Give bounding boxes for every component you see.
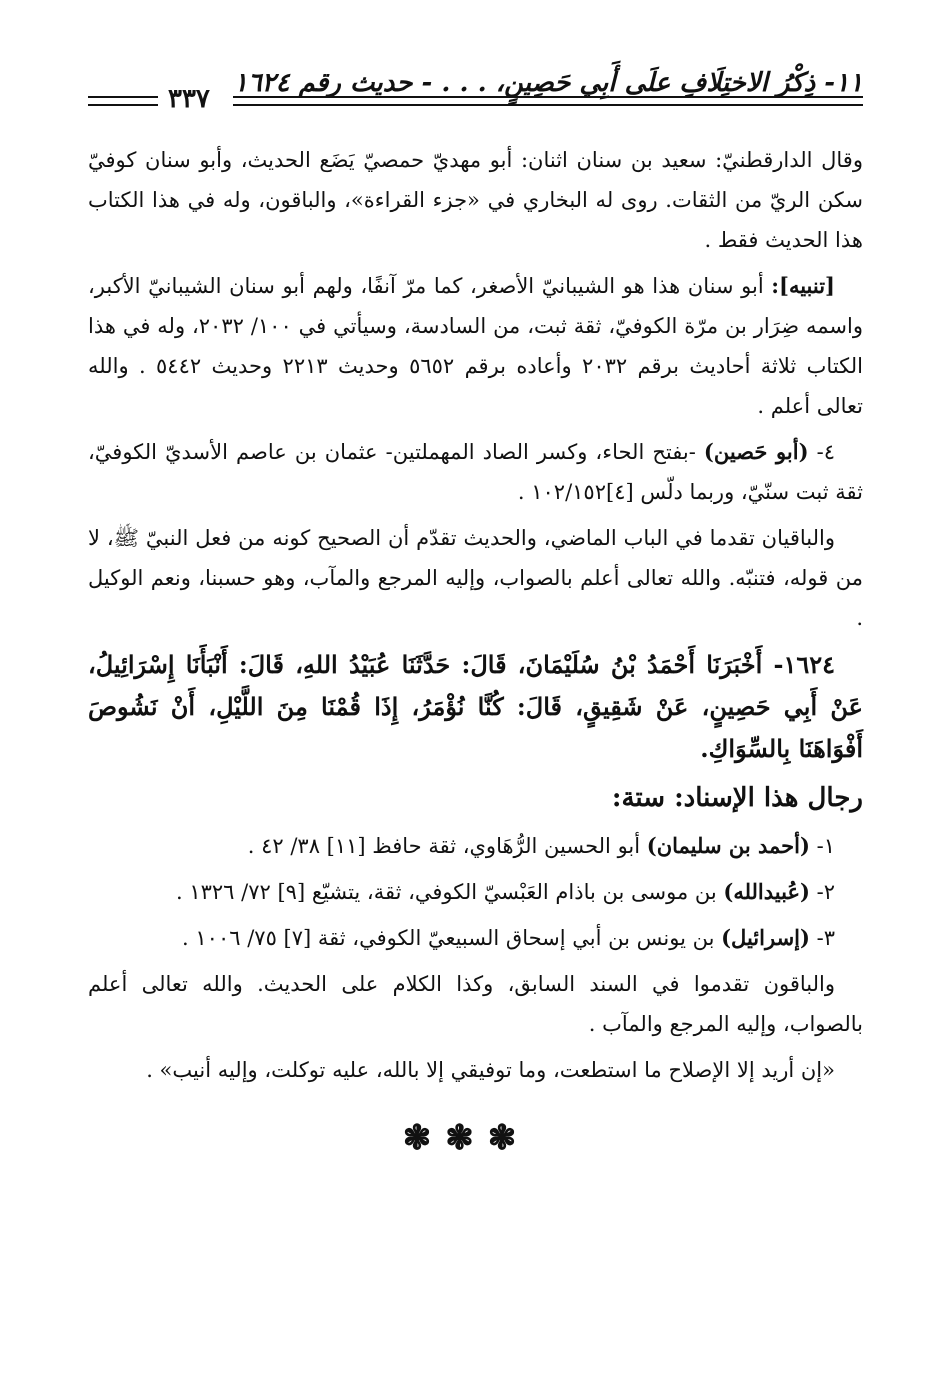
paragraph-text: والباقون تقدموا في السند السابق، وكذا الكلام على الحديث. والله تعالى أعلم بالصواب، وإليه المرجع والمآب . [88, 972, 863, 1036]
tanbih-label: [تنبيه]: [771, 273, 835, 298]
item-number: ٢- [809, 880, 835, 904]
narrator-name: (أبو حَصين) [703, 439, 809, 464]
item-number: ٤- [808, 440, 835, 464]
narrator-item [88, 918, 863, 958]
paragraph-text: أبو سنان هذا هو الشيبانيّ الأصغر، كما مرّ آنفًا، ولهم أبو سنان الشيبانيّ الأكبر، واسمه ضِرَار بن مرّة الكوفيّ، ثقة ثبت، من السادسة، وسيأتي في ١٠٠/ ٢٠٣٢، وله في هذا الكتاب ثلاثة أحاديث برقم ٢٠٣٢ وأعاده برقم ٥٦٥٢ وحديث ٢٢١٣ وحديث ٥٤٤٢ . والله تعالى أعلم . [88, 274, 863, 418]
narrator-name: (أحمد بن سليمان) [646, 833, 810, 858]
hadith-body: ١٦٢٤- أَخْبَرَنَا أَحْمَدُ بْنُ سُلَيْمَانَ، قَالَ: حَدَّثَنَا عُبَيْدُ اللهِ، قَالَ: أَنْبَأَنَا إِسْرَائِيلُ، عَنْ أَبِي حَصِينٍ، عَنْ شَقِيقٍ، قَالَ: كُنَّا نُؤْمَرُ، إِذَا قُمْنَا مِنَ اللَّيْلِ، أَنْ نَشُوصَ أَفْوَاهَنَا بِالسِّوَاكِ. [88, 650, 863, 763]
header-double-rule [233, 96, 863, 106]
paragraph-abu-hasin [88, 432, 863, 512]
running-title: ١١- ذِكْرُ الاختِلَافِ علَى أَبِي حَصِينٍ، . . . - حديث رقم ١٦٢٤ [233, 68, 863, 98]
item-number: ١- [809, 834, 835, 858]
hadith-text [88, 644, 863, 770]
paragraph-text: «إن أريد إلا الإصلاح ما استطعت، وما توفيقي إلا بالله، عليه توكلت، وإليه أنيب» . [146, 1058, 835, 1082]
narrator-name: (عُبيدالله) [723, 879, 810, 904]
item-number: ٣- [809, 926, 835, 950]
paragraph-text: وقال الدارقطنيّ: سعيد بن سنان اثنان: أبو مهديّ حمصيّ يَضَع الحديث، وأبو سنان كوفيّ سكن الريّ من الثقات. روى له البخاري في «جزء القراءة»، والباقون، وله في هذا الكتاب هذا الحديث فقط . [88, 148, 863, 252]
paragraph-text: -بفتح الحاء، وكسر الصاد المهملتين- عثمان بن عاصم الأسديّ الكوفيّ، ثقة ثبت سنّيّ، وربما دلّس [٤]١٠٢/١٥٢ . [88, 440, 863, 504]
paragraph-daraqutni [88, 140, 863, 260]
narrator-details: بن يونس بن أبي إسحاق السبيعيّ الكوفي، ثقة [٧] ٧٥/ ١٠٠٦ . [182, 926, 722, 950]
page-number: ٣٣٧ [168, 84, 210, 114]
paragraph-text: والباقيان تقدما في الباب الماضي، والحديث تقدّم أن الصحيح كونه من فعل النبيّ ﷺ، لا من قوله، فتنبّه. والله تعالى أعلم بالصواب، وإليه المرجع والمآب، وهو حسبنا، ونعم الوكيل . [88, 526, 863, 630]
header-double-rule-short [88, 96, 158, 106]
narrator-details: أبو الحسين الرُّهَاوي، ثقة حافظ [١١] ٣٨/ ٤٢ . [247, 834, 647, 858]
page-body [88, 140, 863, 1096]
paragraph-closing [88, 964, 863, 1044]
end-ornament: ❃❃❃ [402, 1118, 531, 1158]
narrator-name: (إسرائيل) [721, 925, 810, 950]
paragraph-remaining [88, 518, 863, 638]
narrator-details: بن موسى بن باذام العَبْسيّ الكوفي، ثقة، يتشيّع [٩] ٧٢/ ١٣٢٦ . [175, 880, 724, 904]
page-header [88, 62, 863, 120]
section-heading: رجال هذا الإسناد: ستة: [611, 783, 863, 813]
paragraph-tanbih [88, 266, 863, 426]
narrator-item [88, 826, 863, 866]
narrator-item [88, 872, 863, 912]
paragraph-quran-quote [88, 1050, 863, 1090]
